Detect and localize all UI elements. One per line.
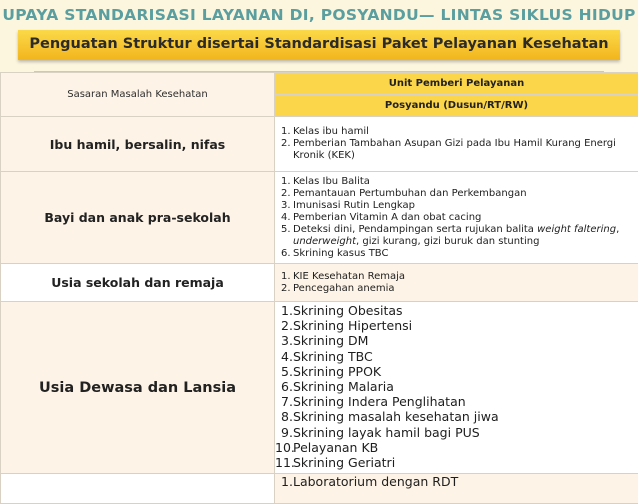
list-item: 11. Skrining Geriatri [275,455,638,470]
services-cell [275,302,638,474]
list-item: 9. Skrining layak hamil bagi PUS [275,425,638,440]
slide-title: UPAYA STANDARISASI LAYANAN DI, POSYANDU— LINTAS SIKLUS HIDUP [0,6,638,24]
list-item: 10. Pelayanan KB [275,440,638,455]
service-table [0,72,638,504]
table-row [1,302,638,474]
table-row [1,117,638,172]
service-list [275,126,638,162]
services-cell [275,264,638,302]
target-column-header: Sasaran Masalah Kesehatan [1,73,275,117]
list-item: 2. Pemberian Tambahan Asupan Gizi pada Ibu Hamil Kurang Energi Kronik (KEK) [275,138,638,162]
list-item: 1. KIE Kesehatan Remaja [275,271,638,283]
list-item: 5. Skrining PPOK [275,364,638,379]
subtitle-banner [18,30,620,60]
list-item: 8. Skrining masalah kesehatan jiwa [275,409,638,424]
list-item: 3. Skrining DM [275,333,638,348]
target-cell: Ibu hamil, bersalin, nifas [1,117,275,172]
list-item: 4. Pemberian Vitamin A dan obat cacing [275,212,638,224]
list-item: 5. Deteksi dini, Pendampingan serta rujukan balita weight faltering, underweight, gizi kurang, gizi buruk dan stunting [275,224,638,248]
target-cell: Bayi dan anak pra-sekolah [1,172,275,264]
list-item: 1. Skrining Obesitas [275,303,638,318]
table-row [1,474,638,504]
services-cell [275,117,638,172]
list-item: 7. Skrining Indera Penglihatan [275,394,638,409]
list-item: 4. Skrining TBC [275,349,638,364]
target-cell: Usia Dewasa dan Lansia [1,302,275,474]
list-item: 2. Skrining Hipertensi [275,318,638,333]
services-cell [275,172,638,264]
unit-column-header: Unit Pemberi Pelayanan [275,73,638,95]
slide-subtitle: Penguatan Struktur disertai Standardisasi Paket Pelayanan Kesehatan [18,36,620,52]
table-row [1,172,638,264]
list-item: 6. Skrining kasus TBC [275,248,638,260]
service-list [275,303,638,470]
services-cell [275,474,638,504]
list-item: 2. Pemantauan Pertumbuhan dan Perkembangan [275,188,638,200]
service-list [275,474,638,489]
target-cell: Usia sekolah dan remaja [1,264,275,302]
posyandu-column-header: Posyandu (Dusun/RT/RW) [275,95,638,117]
service-list [275,176,638,260]
list-item: 1. Kelas ibu hamil [275,126,638,138]
table-header-row [1,73,638,95]
list-item: 6. Skrining Malaria [275,379,638,394]
slide-header [0,0,638,72]
service-list [275,271,638,295]
list-item: 2. Pencegahan anemia [275,283,638,295]
target-cell [1,474,275,504]
list-item: 1. Kelas Ibu Balita [275,176,638,188]
list-item: 1. Laboratorium dengan RDT [275,474,638,489]
table-row [1,264,638,302]
list-item: 3. Imunisasi Rutin Lengkap [275,200,638,212]
